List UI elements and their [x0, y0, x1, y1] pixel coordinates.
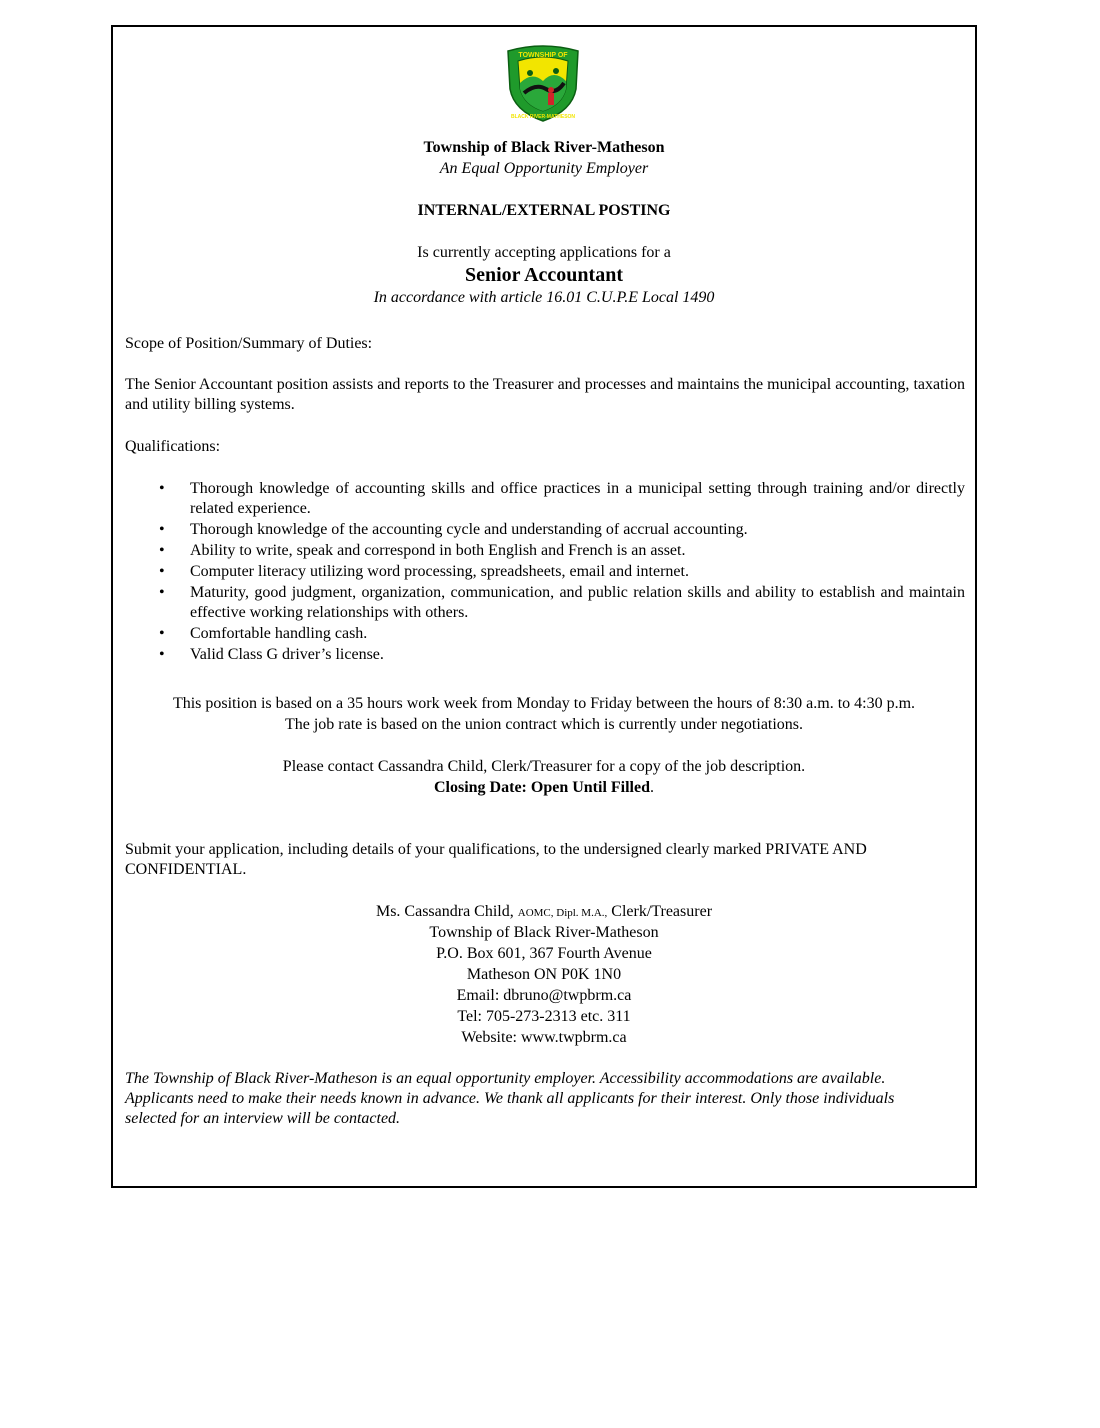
contact-note: Please contact Cassandra Child, Clerk/Treasurer for a copy of the job description.	[282, 758, 806, 775]
scope-heading: Scope of Position/Summary of Duties:	[125, 335, 373, 352]
equal-opportunity-footer: The Township of Black River-Matheson is an equal opportunity employer. Accessibility accommodations are available. Applicants need to make their needs known in advance. We thank all applicants for their interest. Only those individuals selected for an interview will be contacted.	[125, 1070, 895, 1127]
qualification-text: Ability to write, speak and correspond in both English and French is an asset.	[190, 542, 686, 559]
contact-website: Website: www.twpbrm.ca	[461, 1029, 627, 1046]
qualification-text: Computer literacy utilizing word processing, spreadsheets, email and internet.	[190, 563, 689, 580]
logo-text-top: TOWNSHIP OF	[518, 52, 568, 59]
contact-title: Clerk/Treasurer	[611, 903, 713, 920]
qualification-text: Valid Class G driver’s license.	[190, 646, 384, 663]
closing-date-suffix: .	[650, 779, 654, 796]
bullet-icon: •	[159, 542, 165, 559]
accepting-text: Is currently accepting applications for a	[417, 244, 671, 261]
bullet-icon: •	[159, 646, 165, 663]
organization-name: Township of Black River-Matheson	[423, 139, 665, 156]
bullet-icon: •	[159, 584, 165, 601]
qualification-text: Thorough knowledge of the accounting cycle and understanding of accrual accounting.	[190, 521, 748, 538]
contact-org: Township of Black River-Matheson	[429, 924, 659, 941]
bullet-icon: •	[159, 521, 165, 538]
qualification-item	[125, 624, 965, 644]
qualification-text: Maturity, good judgment, organization, communication, and public relation skills and ability to establish and maintain effective working relationships with others.	[190, 584, 965, 621]
posting-type: INTERNAL/EXTERNAL POSTING	[417, 202, 671, 219]
closing-date-label: Closing Date: Open Until Filled	[433, 779, 650, 796]
submit-instructions: Submit your application, including details of your qualifications, to the undersigned clearly marked PRIVATE AND CONFIDENTIAL.	[125, 841, 867, 878]
contact-credentials: AOMC, Dipl. M.A.,	[517, 907, 608, 919]
contact-tel: Tel: 705-273-2313 etc. 311	[457, 1008, 631, 1025]
qualification-item	[125, 583, 965, 623]
bullet-icon: •	[159, 480, 165, 497]
contact-name: Ms. Cassandra Child,	[375, 903, 514, 920]
qualification-item	[125, 645, 965, 665]
contact-address-2: Matheson ON P0K 1N0	[466, 966, 622, 983]
position-title: Senior Accountant	[465, 264, 623, 286]
contact-name-line	[111, 902, 977, 923]
hours-line-2: The job rate is based on the union contract which is currently under negotiations.	[284, 716, 804, 733]
qualification-item	[125, 520, 965, 540]
contact-email: Email: dbruno@twpbrm.ca	[456, 987, 632, 1004]
hours-line-1: This position is based on a 35 hours work week from Monday to Friday between the hours of 8:30 a.m. to 4:30 p.m.	[172, 695, 916, 712]
qualifications-list	[125, 479, 965, 666]
township-crest-logo	[500, 43, 586, 123]
scope-body: The Senior Accountant position assists and reports to the Treasurer and processes and maintains the municipal accounting, taxation and utility billing systems.	[125, 376, 965, 413]
logo-text-bottom: BLACK RIVER-MATHESON	[510, 114, 576, 120]
closing-date	[111, 778, 977, 798]
qualification-text: Thorough knowledge of accounting skills and office practices in a municipal setting through training and/or directly related experience.	[190, 480, 965, 517]
qualification-item	[125, 541, 965, 561]
article-reference: In accordance with article 16.01 C.U.P.E Local 1490	[373, 289, 715, 306]
qualification-item	[125, 562, 965, 582]
organization-tagline: An Equal Opportunity Employer	[439, 160, 649, 177]
bullet-icon: •	[159, 563, 165, 580]
qualifications-heading: Qualifications:	[125, 438, 221, 455]
contact-address-1: P.O. Box 601, 367 Fourth Avenue	[436, 945, 652, 962]
qualification-item	[125, 479, 965, 519]
qualification-text: Comfortable handling cash.	[190, 625, 368, 642]
bullet-icon: •	[159, 625, 165, 642]
